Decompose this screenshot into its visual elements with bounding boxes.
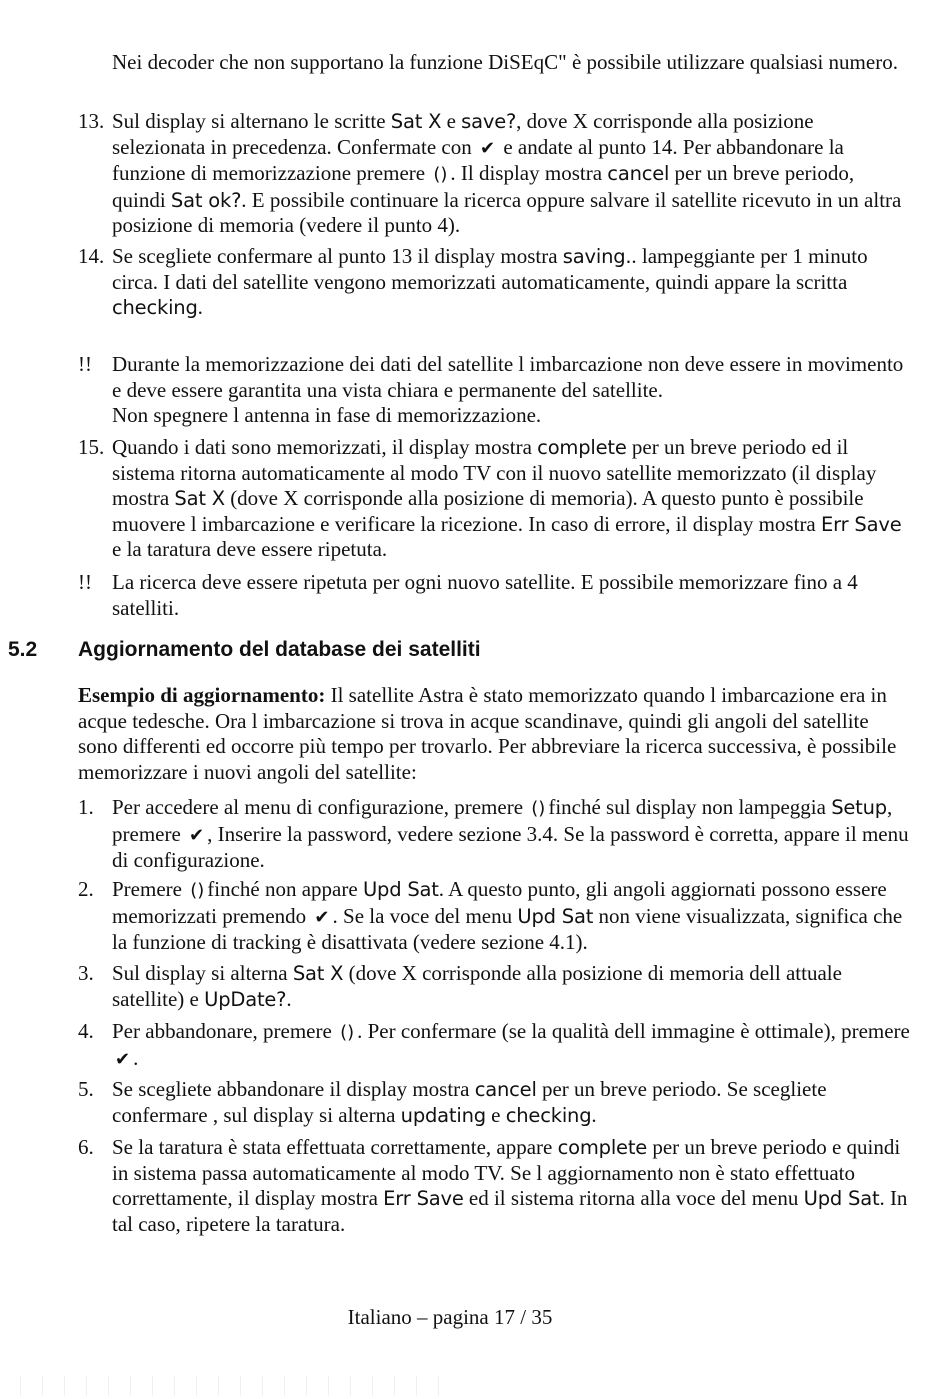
step-15-number: 15. bbox=[78, 435, 105, 459]
step-2-number: 2. bbox=[78, 877, 94, 901]
step-3: Sul display si alterna Sat X (dove X corrisponde alla posizione di memoria dell attuale satellite) e UpDate?. bbox=[112, 961, 842, 1011]
step-14-number: 14. bbox=[78, 244, 105, 268]
step-4-number: 4. bbox=[78, 1019, 94, 1043]
display-text: updating bbox=[400, 1103, 486, 1127]
check-icon: ✔ bbox=[115, 1048, 131, 1070]
display-text: Sat X bbox=[292, 962, 344, 985]
display-text: Sat X bbox=[390, 110, 442, 133]
step-14: Se scegliete confermare al punto 13 il display mostra saving.. lampeggiante per 1 minuto circa. I dati del satellite vengono memorizzati automaticamente, quindi appare la scritta checking. bbox=[112, 244, 868, 319]
display-text: checking bbox=[112, 296, 198, 319]
display-text: Sat X bbox=[174, 487, 225, 510]
display-text: Upd Sat bbox=[803, 1187, 880, 1210]
cycle-button-icon: () bbox=[190, 880, 205, 901]
display-text: save? bbox=[461, 110, 517, 133]
display-text: Setup bbox=[831, 796, 887, 819]
warning-mark: !! bbox=[78, 570, 92, 594]
warning-1: Durante la memorizzazione dei dati del satellite l imbarcazione non deve essere in movimento e deve essere garantita una vista chiara e permanente del satellite. Non spegnere l antenna in fase di memorizzazione. bbox=[112, 352, 904, 427]
step-5-number: 5. bbox=[78, 1077, 94, 1101]
display-text: Err Save bbox=[383, 1187, 464, 1210]
display-text: checking bbox=[505, 1103, 592, 1127]
display-text: cancel bbox=[474, 1078, 537, 1101]
step-1-number: 1. bbox=[78, 795, 94, 819]
cycle-button-icon: () bbox=[433, 164, 448, 185]
step-5: Se scegliete abbandonare il display mostra cancel per un breve periodo. Se scegliete confermare , sul display si alterna updating e checking. bbox=[112, 1077, 827, 1127]
display-text: Sat ok? bbox=[170, 188, 242, 212]
step-1: Per accedere al menu di configurazione, premere () finché sul display non lampeggia Setup, premere ✔ , Inserire la password, vedere sezione 3.4. Se la password è corretta, appare il menu di configurazione. bbox=[112, 795, 909, 872]
step-3-number: 3. bbox=[78, 961, 94, 985]
warning-2: La ricerca deve essere ripetuta per ogni nuovo satellite. E possibile memorizzare fino a 4 satelliti. bbox=[112, 570, 858, 620]
example-paragraph: Esempio di aggiornamento: Il satellite Astra è stato memorizzato quando l imbarcazione era in acque tedesche. Ora l imbarcazione si trova in acque scandinave, quindi gli angoli del satellite sono differenti ed occorre più tempo per trovarlo. Per abbreviare la ricerca successiva, è possibile memorizzare i nuovi angoli del satellite: bbox=[78, 683, 897, 784]
warning-mark: !! bbox=[78, 352, 92, 376]
scan-artifact bbox=[20, 1376, 450, 1396]
check-icon: ✔ bbox=[479, 137, 496, 159]
example-label: Esempio di aggiornamento: bbox=[78, 683, 326, 707]
step-2: Premere () finché non appare Upd Sat. A questo punto, gli angoli aggiornati possono essere memorizzati premendo ✔ . Se la voce del menu Upd Sat non viene visualizzata, significa che la funzione di tracking è disattivata (vedere sezione 4.1). bbox=[112, 877, 903, 954]
check-icon: ✔ bbox=[189, 824, 205, 846]
cycle-button-icon: () bbox=[531, 798, 546, 819]
display-text: Err Save bbox=[821, 512, 902, 536]
page-footer: Italiano – pagina 17 / 35 bbox=[347, 1305, 553, 1329]
display-text: UpDate? bbox=[204, 987, 287, 1011]
section-title: Aggiornamento del database dei satelliti bbox=[78, 638, 481, 661]
display-text: complete bbox=[557, 1136, 648, 1159]
display-text: Upd Sat bbox=[362, 878, 439, 901]
step-15: Quando i dati sono memorizzati, il display mostra complete per un breve periodo ed il sistema ritorna automaticamente al modo TV con il nuovo satellite memorizzato (il display mostra Sat X (dove X corrisponde alla posizione di memoria). A questo punto è possibile muovere l imbarcazione e verificare la ricezione. In caso di errore, il display mostra Err Save e la taratura deve essere ripetuta. bbox=[112, 435, 902, 561]
cycle-button-icon: () bbox=[340, 1022, 355, 1043]
display-text: saving. bbox=[562, 245, 632, 268]
display-text: cancel bbox=[607, 162, 670, 185]
check-icon: ✔ bbox=[314, 906, 330, 928]
step-4: Per abbandonare, premere () . Per confermare (se la qualità dell immagine è ottimale), premere ✔ . bbox=[112, 1019, 912, 1072]
display-text: complete bbox=[537, 436, 627, 459]
step-13: Sul display si alternano le scritte Sat X e save?, dove X corrisponde alla posizione selezionata in precedenza. Confermate con ✔ e andate al punto 14. Per abbandonare la funzione di memorizzazione premere () . Il display mostra cancel per un breve periodo, quindi Sat ok?. E possibile continuare la ricerca oppure salvare il satellite ricevuto in un altra posizione di memoria (vedere il punto 4). bbox=[112, 109, 902, 237]
intro-paragraph: Nei decoder che non supportano la funzione DiSEqC" è possibile utilizzare qualsiasi numero. bbox=[112, 50, 898, 74]
section-number: 5.2 bbox=[8, 638, 38, 661]
step-13-number: 13. bbox=[78, 109, 105, 133]
step-6: Se la taratura è stata effettuata correttamente, appare complete per un breve periodo e quindi in sistema passa automaticamente al modo TV. Se l aggiornamento non è stato effettuato correttamente, il display mostra Err Save ed il sistema ritorna alla voce del menu Upd Sat. In tal caso, ripetere la taratura. bbox=[112, 1135, 908, 1236]
display-text: Upd Sat bbox=[517, 904, 594, 928]
step-6-number: 6. bbox=[78, 1135, 94, 1159]
